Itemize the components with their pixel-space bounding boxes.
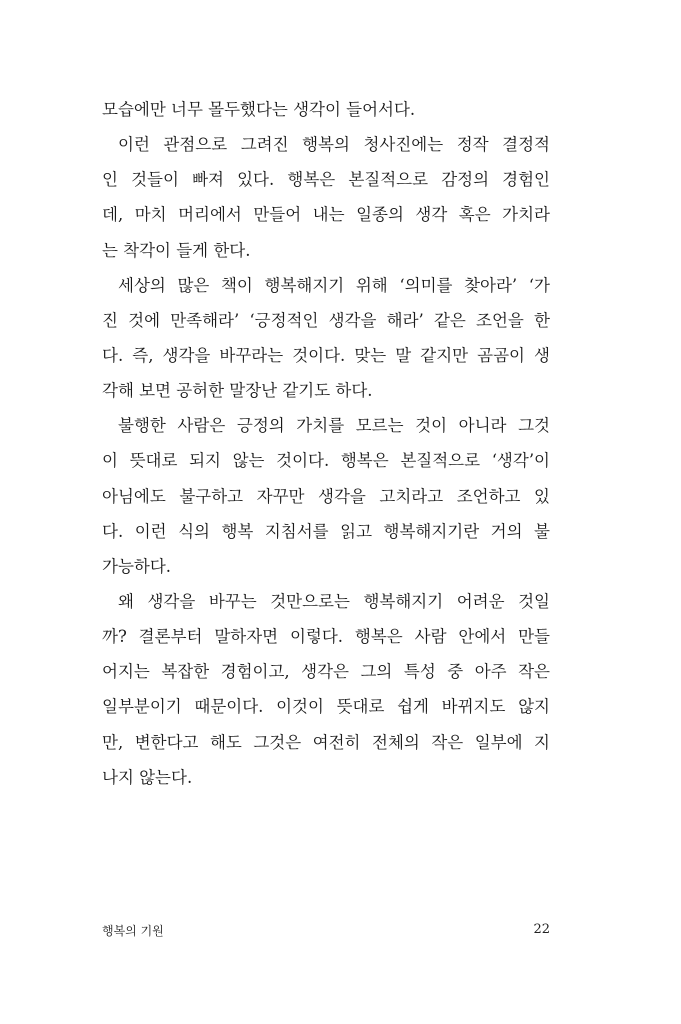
body-line: 이런 관점으로 그려진 행복의 청사진에는 정작 결정적 xyxy=(118,135,550,155)
body-line: 일부분이기 때문이다. 이것이 뜻대로 쉽게 바뀌지도 않지 xyxy=(102,697,550,717)
body-line: 왜 생각을 바꾸는 것만으로는 행복해지기 어려운 것일 xyxy=(118,591,550,611)
body-line: 다. 즉, 생각을 바꾸라는 것이다. 맞는 말 같지만 곰곰이 생 xyxy=(102,345,550,365)
running-footer-title: 행복의 기원 xyxy=(102,924,164,938)
body-line: 다. 이런 식의 행복 지침서를 읽고 행복해지기란 거의 불 xyxy=(102,521,550,541)
body-line: 진 것에 만족해라’ ‘긍정적인 생각을 해라’ 같은 조언을 한 xyxy=(102,310,550,330)
body-line: 까? 결론부터 말하자면 이렇다. 행복은 사람 안에서 만들 xyxy=(102,627,550,647)
body-line: 각해 보면 공허한 말장난 같기도 하다. xyxy=(102,381,373,401)
page-footer xyxy=(102,922,550,942)
body-line: 모습에만 너무 몰두했다는 생각이 들어서다. xyxy=(102,100,416,119)
body-line: 데, 마치 머리에서 만들어 내는 일종의 생각 혹은 가치라 xyxy=(102,205,550,225)
body-line: 어지는 복잡한 경험이고, 생각은 그의 특성 중 아주 작은 xyxy=(102,662,550,682)
body-line: 는 착각이 들게 한다. xyxy=(102,240,251,260)
body-line: 인 것들이 빠져 있다. 행복은 본질적으로 감정의 경험인 xyxy=(102,170,550,190)
body-line: 세상의 많은 책이 행복해지기 위해 ‘의미를 찾아라’ ‘가 xyxy=(118,275,550,295)
page-number: 22 xyxy=(533,922,550,937)
body-line: 만, 변한다고 해도 그것은 여전히 전체의 작은 일부에 지 xyxy=(102,732,550,752)
body-line: 가능하다. xyxy=(102,556,172,576)
page-body xyxy=(102,92,550,795)
body-line: 아님에도 불구하고 자꾸만 생각을 고치라고 조언하고 있 xyxy=(102,486,550,506)
body-line: 불행한 사람은 긍정의 가치를 모르는 것이 아니라 그것 xyxy=(118,416,550,436)
body-line: 이 뜻대로 되지 않는 것이다. 행복은 본질적으로 ‘생각’이 xyxy=(102,451,550,471)
body-line: 나지 않는다. xyxy=(102,767,193,787)
